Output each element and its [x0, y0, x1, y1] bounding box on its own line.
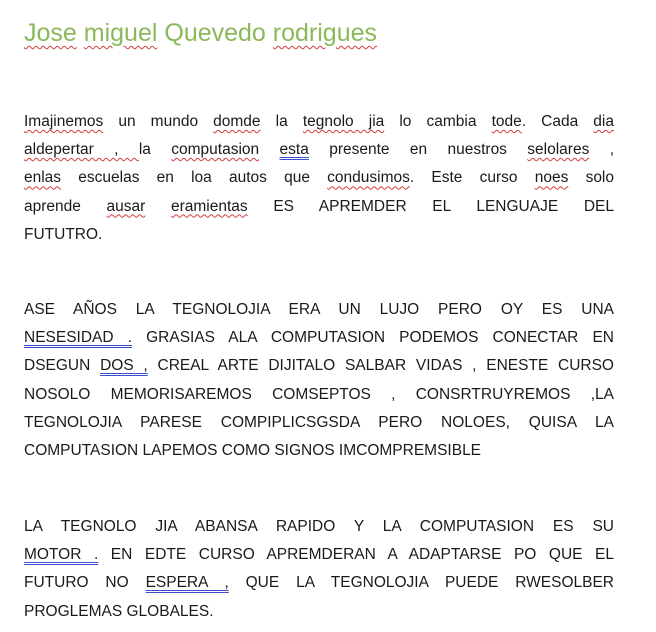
- text-run: DSEGUN: [24, 357, 101, 375]
- grammar-flagged-word[interactable]: DOS ,: [100, 357, 148, 375]
- misspelled-word[interactable]: rodrigues: [272, 19, 378, 47]
- text-line: LA TEGNOLO JIA ABANSA RAPIDO Y LA COMPUTASION ES SU: [24, 518, 614, 535]
- text-run: [259, 141, 279, 158]
- misspelled-word[interactable]: domde: [213, 113, 261, 130]
- text-run: QUE LA TEGNOLOJIA PUEDE RWESOLBER: [228, 574, 614, 592]
- text-line: [24, 136, 614, 164]
- grammar-flagged-word[interactable]: ESPERA ,: [145, 574, 229, 592]
- paragraph-1[interactable]: [24, 108, 614, 249]
- paragraph-2[interactable]: [24, 296, 614, 465]
- misspelled-word[interactable]: condusimos: [327, 169, 410, 187]
- misspelled-word[interactable]: ausar: [106, 197, 146, 215]
- text-run: [145, 198, 171, 215]
- text-line: [24, 108, 614, 136]
- misspelled-word[interactable]: computasion: [171, 141, 260, 159]
- misspelled-word[interactable]: enlas: [24, 169, 62, 187]
- text-line: [24, 164, 614, 192]
- text-run: presente en nuestros: [308, 141, 528, 159]
- text-run: ,: [589, 141, 614, 159]
- text-run: FUTURO NO: [24, 574, 146, 592]
- text-run: solo: [568, 169, 614, 187]
- misspelled-word[interactable]: noes: [534, 169, 569, 187]
- text-line: COMPUTASION LAPEMOS COMO SIGNOS IMCOMPREMSIBLE: [24, 442, 482, 460]
- text-line: [24, 193, 614, 221]
- text-run: escuelas en loa autos que: [61, 169, 328, 187]
- text-run: la: [260, 113, 303, 130]
- text-line: [24, 324, 614, 352]
- misspelled-word[interactable]: aldepertar ,: [24, 141, 139, 159]
- misspelled-word[interactable]: dia: [593, 113, 614, 130]
- misspelled-word[interactable]: miguel: [83, 19, 158, 47]
- grammar-flagged-word[interactable]: MOTOR .: [24, 546, 99, 564]
- text-run: un mundo: [103, 113, 214, 130]
- text-line: [24, 352, 614, 380]
- text-line: NOSOLO MEMORISAREMOS COMSEPTOS , CONSRTRUYREMOS ,LA: [24, 385, 614, 403]
- misspelled-word[interactable]: Imajinemos: [24, 113, 104, 130]
- text-line: [24, 569, 614, 597]
- text-line: TEGNOLOJIA PARESE COMPIPLICSGSDA PERO NOLOES, QUISA LA: [24, 413, 614, 431]
- text-run: aprende: [24, 197, 107, 215]
- grammar-flagged-word[interactable]: esta: [279, 141, 309, 159]
- paragraph-3[interactable]: [24, 513, 614, 626]
- misspelled-word[interactable]: Jose: [24, 19, 77, 47]
- text-run: lo cambia: [384, 113, 492, 130]
- text-run: GRASIAS ALA COMPUTASION PODEMOS CONECTAR EN: [132, 329, 614, 347]
- text-run: . Cada: [521, 113, 594, 130]
- text-line: FUTUTRO.: [24, 225, 103, 243]
- misspelled-word[interactable]: selolares: [527, 141, 590, 159]
- text-line: ASE AÑOS LA TEGNOLOJIA ERA UN LUJO PERO OY ES UNA: [24, 301, 614, 318]
- misspelled-word[interactable]: tegnolo jia: [302, 113, 385, 130]
- text-run: ES APREMDER EL LENGUAJE DEL: [247, 197, 614, 215]
- text-line: [24, 541, 614, 569]
- text-run: EN EDTE CURSO APREMDERAN A ADAPTARSE PO QUE EL: [98, 546, 614, 564]
- misspelled-word[interactable]: tode: [491, 113, 522, 130]
- text-line: PROGLEMAS GLOBALES.: [24, 602, 214, 620]
- grammar-flagged-word[interactable]: NESESIDAD .: [24, 329, 132, 347]
- document-title[interactable]: [24, 16, 377, 50]
- text-run: CREAL ARTE DIJITALO SALBAR VIDAS , ENESTE CURSO: [147, 357, 614, 375]
- text-run: . Este curso: [409, 169, 535, 187]
- text-run: la: [138, 141, 172, 159]
- title-word: Quevedo: [164, 19, 266, 47]
- misspelled-word[interactable]: eramientas: [170, 197, 248, 215]
